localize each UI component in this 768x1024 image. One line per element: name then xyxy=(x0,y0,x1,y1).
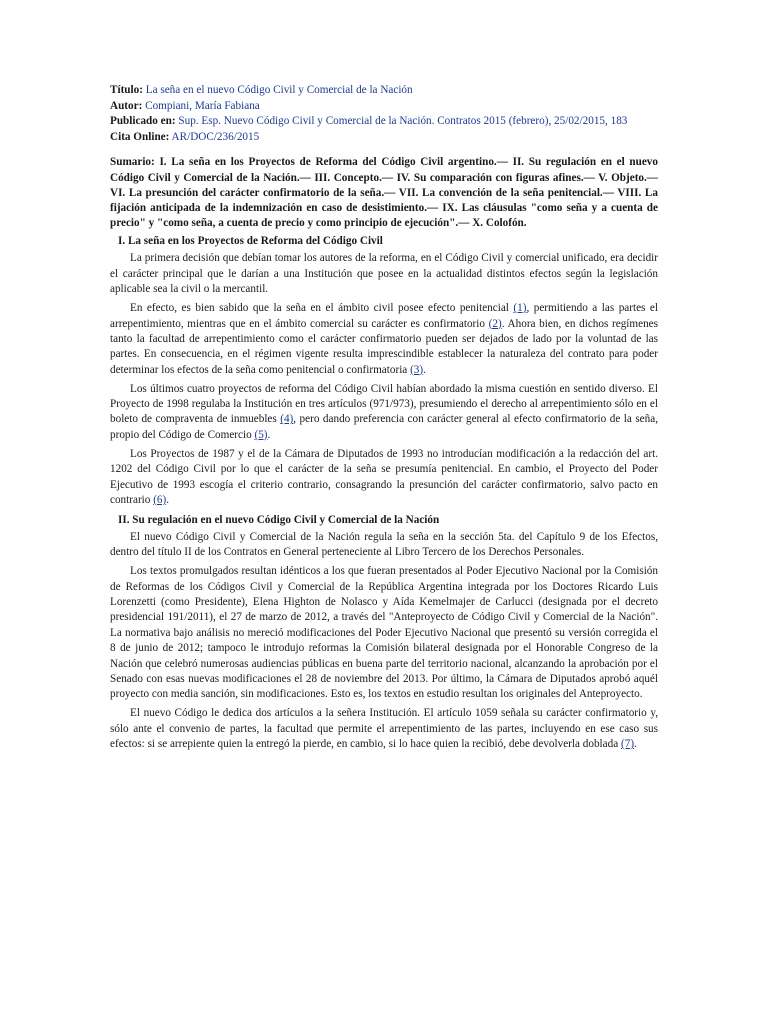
title-line xyxy=(110,83,658,99)
paragraph xyxy=(110,706,658,752)
author-label: Autor: xyxy=(110,99,143,112)
citation-value: AR/DOC/236/2015 xyxy=(171,130,260,143)
paragraph: La primera decisión que debían tomar los autores de la reforma, en el Código Civil y comercial unificado, era decidir el carácter principal que le darían a una Institución que posee en la actualidad distintos efectos según la legislación aplicable sea la civil o la mercantil. xyxy=(110,252,658,296)
paragraph-text: Los Proyectos de 1987 y el de la Cámara de Diputados de 1993 no introducían modificación a la redacción del art. 1202 del Código Civil por lo que el carácter de la seña se presumía penitencial. En cambio, el Proyecto del Poder Ejecutivo de 1993 escogía el criterio contrario, consagrando la presunción del carácter confirmatorio, salvo pacto en contrario xyxy=(110,447,658,506)
citation-label: Cita Online: xyxy=(110,130,170,143)
footnote-link[interactable]: (2) xyxy=(488,317,502,330)
paragraph-text: . xyxy=(166,493,170,506)
paragraph-text: , permitiendo a las partes el arrepentimiento, mientras que en el ámbito comercial su carácter es confirmatorio xyxy=(110,302,658,330)
summary: Sumario: I. La seña en los Proyectos de Reforma del Código Civil argentino.— II. Su regulación en el nuevo Código Civil y Comercial de la Nación.— III. Concepto.— IV. Su comparación con figuras afines.— V. Objeto.— VI. La presunción del carácter confirmatorio de la seña.— VII. La convención de la seña penitencial.— VIII. La fijación anticipada de la indemnización en caso de desistimiento.— IX. Las cláusulas "como seña y a cuenta de precio" y "como seña, a cuenta de precio y como principio de ejecución".— X. Colofón. xyxy=(110,156,658,230)
footnote-link[interactable]: (4) xyxy=(280,413,294,426)
paragraph-text: El nuevo Código le dedica dos artículos a la señera Institución. El artículo 1059 señala su carácter confirmatorio y, sólo ante el convenio de partes, la facultad que permite el arrepentimiento de las partes, incluyendo en ese caso sus efectos: si se arrepiente quien la entregó la pierde, en cambio, si lo hace quien la recibió, debe devolverla doblada xyxy=(110,707,658,751)
author-value: Compiani, María Fabiana xyxy=(145,99,260,112)
published-line xyxy=(110,114,658,130)
paragraph-text: , pero dando preferencia con carácter general al efecto confirmatorio de la seña, propio del Código de Comercio xyxy=(110,413,658,441)
citation-line xyxy=(110,130,658,146)
published-label: Publicado en: xyxy=(110,115,176,128)
paragraph xyxy=(110,301,658,378)
paragraph-text: Los últimos cuatro proyectos de reforma del Código Civil habían abordado la misma cuestión en sentido diverso. El Proyecto de 1998 regulaba la Institución en tres artículos (971/973), presumiendo el derecho al arrepentimiento sólo en el boleto de compraventa de inmuebles xyxy=(110,382,658,426)
paragraph xyxy=(110,382,658,444)
title-label: Título: xyxy=(110,84,143,96)
paragraph-text: . xyxy=(423,363,426,376)
section-heading-1: I. La seña en los Proyectos de Reforma del Código Civil xyxy=(118,235,383,248)
footnote-link[interactable]: (3) xyxy=(410,363,424,376)
paragraph xyxy=(110,447,658,509)
section-heading-2: II. Su regulación en el nuevo Código Civil y Comercial de la Nación xyxy=(118,513,440,526)
title-value: La seña en el nuevo Código Civil y Comercial de la Nación xyxy=(145,84,413,96)
paragraph-text: . Ahora bien, en dichos regímenes tanto la facultad de arrepentimiento como el carácter confirmatorio pueden ser dejados de lado por la voluntad de las partes. En consecuencia, en el régimen vigente resulta imprescindible establecer la naturaleza del contrato para poder determinar los efectos de la seña como penitencial o confirmatoria xyxy=(110,317,658,376)
footnote-link[interactable]: (7) xyxy=(621,738,635,751)
published-value: Sup. Esp. Nuevo Código Civil y Comercial de la Nación. Contratos 2015 (febrero), 25/02/2015, 183 xyxy=(178,115,628,128)
footnote-link[interactable]: (5) xyxy=(254,428,268,441)
footnote-link[interactable]: (6) xyxy=(153,493,167,506)
paragraph: El nuevo Código Civil y Comercial de la Nación regula la seña en la sección 5ta. del Capítulo 9 de los Efectos, dentro del título II de los Contratos en General perteneciente al Libro Tercero de los Derechos Personales. xyxy=(110,530,658,559)
paragraph: Los textos promulgados resultan idénticos a los que fueran presentados al Poder Ejecutivo Nacional por la Comisión de Reformas de los Códigos Civil y Comercial de la República Argentina integrada por los Doctores Ricardo Luis Lorenzetti (como Presidente), Elena Highton de Nolasco y Aída Kemelmajer de Carlucci (designada por el decreto presidencial 191/2011), el 27 de marzo de 2012, a través del "Anteproyecto de Código Civil y Comercial de la Nación". La normativa bajo análisis no mereció modificaciones del Poder Ejecutivo Nacional que presentó su versión corregida el 8 de junio de 2012; tampoco le introdujo reformas la Comisión bilateral designada por el Honorable Congreso de la Nación que celebró numerosas audiencias públicas en buena parte del territorio nacional, alcanzando la aprobación por el Senado con esas nuevas modificaciones el 28 de noviembre del 2013. Por último, la Cámara de Diputados aprobó aquél proyecto con media sanción, sin modificaciones. Esto es, los textos en estudio resultan los originales del Anteproyecto. xyxy=(110,565,658,701)
author-line xyxy=(110,99,658,115)
paragraph-text: En efecto, es bien sabido que la seña en el ámbito civil posee efecto penitencial xyxy=(130,302,514,315)
paragraph-text: . xyxy=(267,428,271,441)
paragraph-text: . xyxy=(634,738,637,751)
document-page xyxy=(110,83,658,756)
footnote-link[interactable]: (1) xyxy=(513,302,527,315)
